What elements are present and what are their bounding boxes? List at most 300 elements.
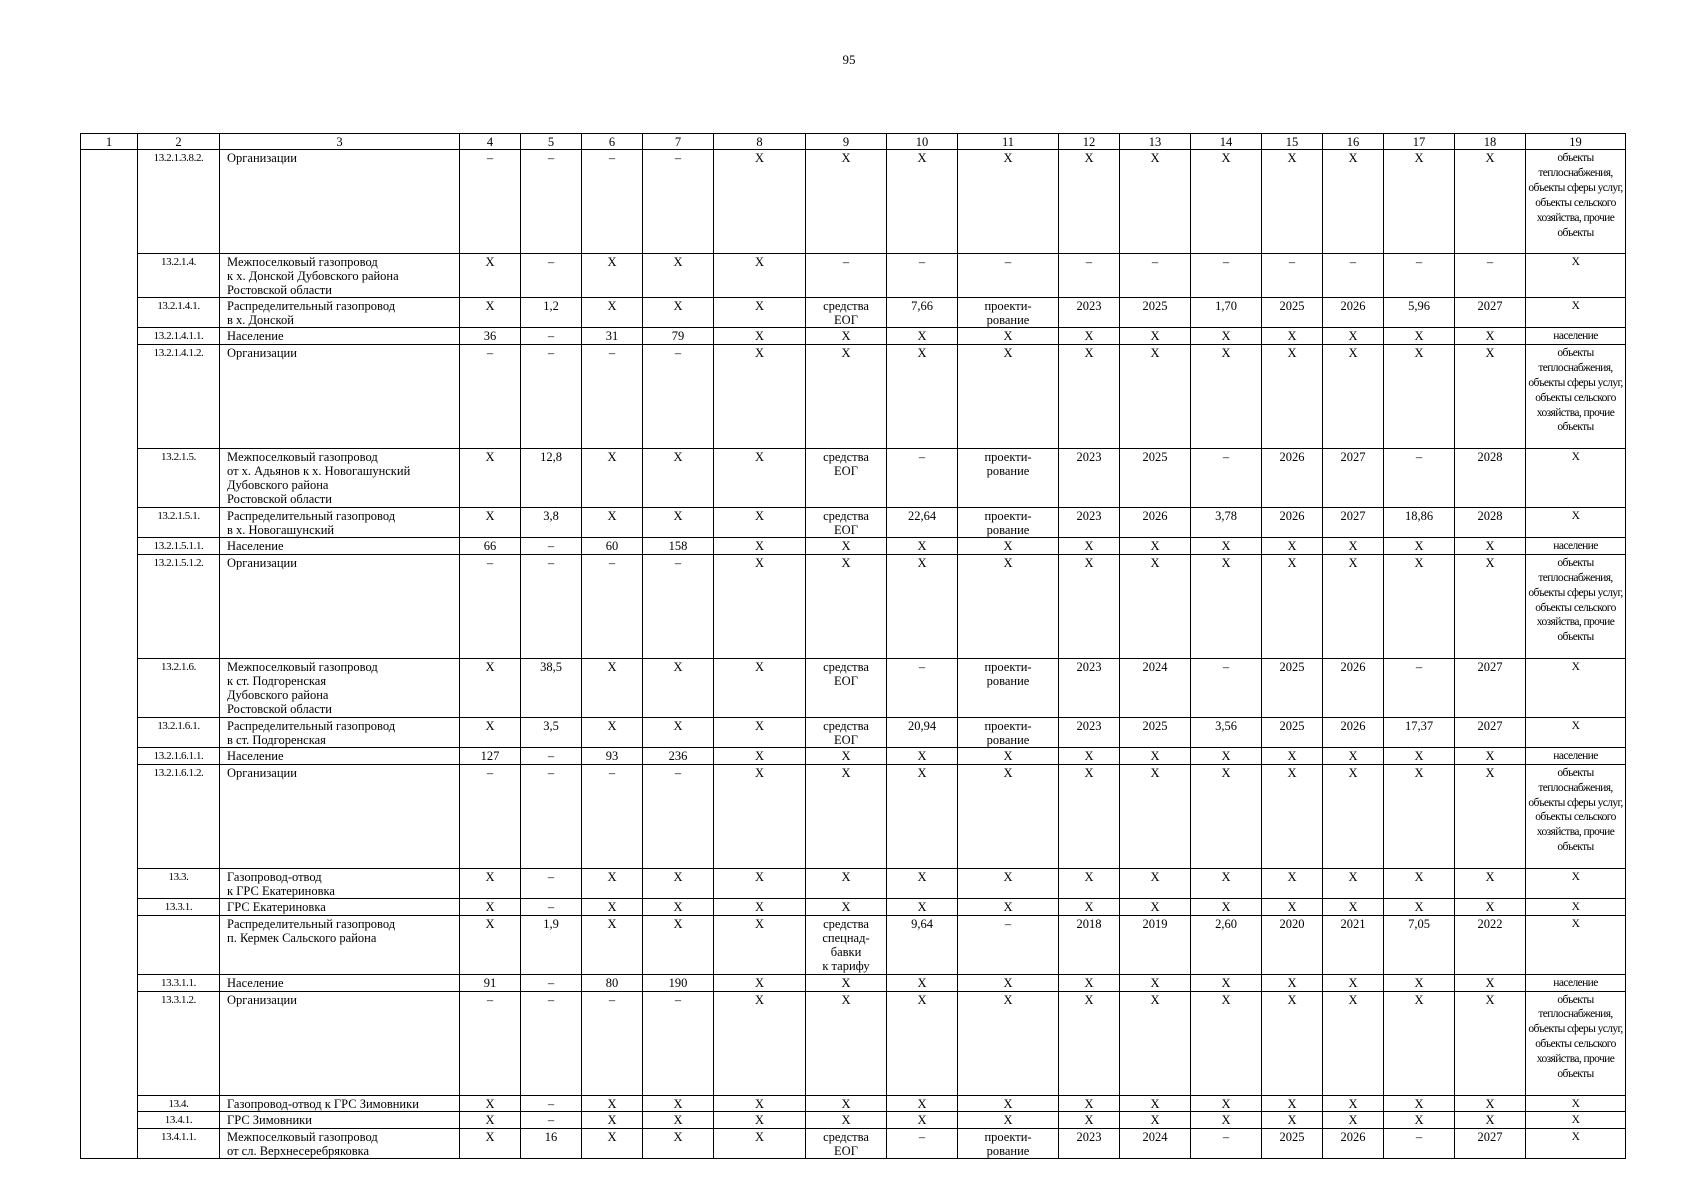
table-cell: 17,37	[1384, 717, 1455, 747]
table-cell: 2026	[1262, 507, 1323, 537]
table-cell: X	[887, 1095, 958, 1112]
table-cell: X	[714, 554, 806, 658]
table-cell	[81, 974, 138, 991]
table-cell: X	[1526, 507, 1626, 537]
table-cell: 2028	[1455, 507, 1526, 537]
table-cell: X	[887, 344, 958, 448]
row-name-cell: Организации	[220, 554, 460, 658]
table-cell: 2025	[1262, 717, 1323, 747]
row-name-cell: Газопровод-отвод к ГРС Зимовники	[220, 1095, 460, 1112]
table-cell	[81, 747, 138, 764]
header-cell: 2	[138, 134, 220, 150]
table-cell: X	[1191, 868, 1262, 898]
row-number-cell: 13.3.1.1.	[138, 974, 220, 991]
table-cell: X	[887, 898, 958, 915]
table-cell: 1,70	[1191, 298, 1262, 328]
table-cell: X	[1120, 764, 1191, 868]
table-cell: объекты теплоснабжения, объекты сферы услуг, объекты сельского хозяйства, прочие объекты	[1526, 344, 1626, 448]
row-number-cell: 13.4.	[138, 1095, 220, 1112]
table-cell: X	[1455, 537, 1526, 554]
table-cell: –	[1384, 448, 1455, 507]
table-cell: средства ЕОГ	[806, 507, 887, 537]
table-cell: X	[643, 898, 714, 915]
table-cell: –	[1262, 254, 1323, 298]
table-cell: X	[1262, 764, 1323, 868]
header-cell: 4	[460, 134, 521, 150]
table-cell: X	[643, 1095, 714, 1112]
table-cell: –	[521, 764, 582, 868]
table-cell: 2,60	[1191, 915, 1262, 974]
table-cell: X	[958, 554, 1059, 658]
table-cell: X	[1323, 747, 1384, 764]
table-row	[81, 254, 1626, 298]
table-cell: 2027	[1455, 298, 1526, 328]
table-cell: X	[1384, 537, 1455, 554]
row-number-cell: 13.2.1.4.1.	[138, 298, 220, 328]
row-name-cell: Распределительный газопровод в ст. Подгоренская	[220, 717, 460, 747]
table-cell: 3,78	[1191, 507, 1262, 537]
table-cell: –	[521, 991, 582, 1095]
table-cell	[81, 254, 138, 298]
header-cell: 17	[1384, 134, 1455, 150]
row-name-cell: Межпоселковый газопровод от х. Адьянов к х. Новогашунский Дубовского района Ростовской области	[220, 448, 460, 507]
table-cell: средства ЕОГ	[806, 448, 887, 507]
table-cell: X	[958, 537, 1059, 554]
header-cell: 16	[1323, 134, 1384, 150]
table-cell: X	[806, 344, 887, 448]
row-name-cell: Организации	[220, 764, 460, 868]
table-cell: –	[582, 150, 643, 254]
table-cell: 9,64	[887, 915, 958, 974]
table-cell: X	[1384, 974, 1455, 991]
table-cell	[81, 448, 138, 507]
table-cell: X	[1059, 328, 1120, 345]
table-row	[81, 150, 1626, 254]
table-cell: X	[714, 298, 806, 328]
table-cell: X	[643, 717, 714, 747]
table-cell: 190	[643, 974, 714, 991]
table-cell: X	[1455, 554, 1526, 658]
table-cell: X	[643, 658, 714, 717]
table-cell: X	[958, 868, 1059, 898]
table-cell: X	[1323, 991, 1384, 1095]
header-cell: 19	[1526, 134, 1626, 150]
row-number-cell: 13.2.1.6.1.1.	[138, 747, 220, 764]
table-cell: X	[1120, 747, 1191, 764]
row-name-cell: Население	[220, 974, 460, 991]
table-cell: X	[714, 328, 806, 345]
table-cell: –	[958, 254, 1059, 298]
table-cell: –	[521, 328, 582, 345]
table-cell: 2027	[1455, 658, 1526, 717]
table-cell: X	[1455, 328, 1526, 345]
table-cell: 127	[460, 747, 521, 764]
table-cell	[81, 1129, 138, 1159]
table-cell: X	[582, 868, 643, 898]
table-cell: –	[643, 991, 714, 1095]
header-cell: 9	[806, 134, 887, 150]
table-cell: 2021	[1323, 915, 1384, 974]
table-cell: X	[714, 717, 806, 747]
table-cell: X	[714, 537, 806, 554]
table-cell: X	[460, 658, 521, 717]
table-cell: X	[958, 344, 1059, 448]
table-cell: X	[1262, 537, 1323, 554]
table-cell: X	[1384, 554, 1455, 658]
table-cell: средства ЕОГ	[806, 298, 887, 328]
table-cell: X	[1384, 747, 1455, 764]
table-cell: X	[1323, 898, 1384, 915]
table-cell: X	[643, 1112, 714, 1129]
table-cell: X	[1120, 537, 1191, 554]
row-number-cell: 13.2.1.6.	[138, 658, 220, 717]
table-cell: 2023	[1059, 507, 1120, 537]
table-cell: 1,9	[521, 915, 582, 974]
table-cell: –	[521, 974, 582, 991]
row-name-cell: Межпоселковый газопровод к х. Донской Дубовского района Ростовской области	[220, 254, 460, 298]
table-cell: 7,05	[1384, 915, 1455, 974]
table-cell: 236	[643, 747, 714, 764]
table-cell: –	[460, 991, 521, 1095]
table-cell: 2025	[1262, 298, 1323, 328]
header-cell: 3	[220, 134, 460, 150]
table-cell: X	[806, 764, 887, 868]
row-number-cell: 13.3.1.	[138, 898, 220, 915]
table-cell: 2026	[1323, 717, 1384, 747]
table-cell: X	[714, 991, 806, 1095]
table-cell: X	[958, 991, 1059, 1095]
table-cell: объекты теплоснабжения, объекты сферы услуг, объекты сельского хозяйства, прочие объекты	[1526, 554, 1626, 658]
table-cell: –	[521, 747, 582, 764]
table-cell: 2025	[1120, 298, 1191, 328]
table-cell: X	[1526, 448, 1626, 507]
row-name-cell: ГРС Зимовники	[220, 1112, 460, 1129]
row-number-cell: 13.2.1.4.	[138, 254, 220, 298]
table-cell: X	[1262, 150, 1323, 254]
table-row	[81, 974, 1626, 991]
table-cell: X	[1526, 1095, 1626, 1112]
table-cell: X	[1262, 898, 1323, 915]
table-cell: X	[1323, 344, 1384, 448]
table-row	[81, 747, 1626, 764]
table-cell: X	[887, 991, 958, 1095]
table-cell	[81, 868, 138, 898]
row-number-cell: 13.2.1.5.1.1.	[138, 537, 220, 554]
table-cell: X	[1191, 898, 1262, 915]
table-cell	[81, 764, 138, 868]
table-cell: –	[643, 344, 714, 448]
table-cell: X	[1526, 658, 1626, 717]
table-cell: X	[714, 747, 806, 764]
table-cell: X	[714, 915, 806, 974]
table-cell: X	[1526, 298, 1626, 328]
table-cell: 2026	[1323, 658, 1384, 717]
table-cell: X	[1455, 764, 1526, 868]
table-row	[81, 298, 1626, 328]
header-cell: 10	[887, 134, 958, 150]
table-cell: X	[582, 448, 643, 507]
table-cell: –	[887, 1129, 958, 1159]
table-cell: X	[806, 328, 887, 345]
table-cell: X	[1191, 1095, 1262, 1112]
table-cell: –	[887, 448, 958, 507]
table-cell	[81, 658, 138, 717]
row-number-cell: 13.3.1.2.	[138, 991, 220, 1095]
table-cell: –	[643, 554, 714, 658]
table-cell: X	[1384, 1112, 1455, 1129]
table-cell: X	[1120, 1112, 1191, 1129]
table-cell: 18,86	[1384, 507, 1455, 537]
table-cell	[81, 344, 138, 448]
table-cell: X	[1323, 868, 1384, 898]
table-cell	[81, 915, 138, 974]
table-cell: 2026	[1262, 448, 1323, 507]
table-cell: X	[1455, 150, 1526, 254]
table-row	[81, 898, 1626, 915]
table-cell: –	[521, 150, 582, 254]
table-cell: X	[714, 507, 806, 537]
table-cell: X	[460, 507, 521, 537]
table-cell: X	[1262, 344, 1323, 448]
table-cell	[81, 537, 138, 554]
table-cell: X	[460, 868, 521, 898]
table-cell: X	[1262, 1112, 1323, 1129]
table-cell: X	[1323, 554, 1384, 658]
table-cell: X	[887, 328, 958, 345]
table-cell: X	[1191, 974, 1262, 991]
table-cell: X	[1323, 150, 1384, 254]
table-cell: –	[582, 344, 643, 448]
table-cell: 2022	[1455, 915, 1526, 974]
row-number-cell: 13.2.1.6.1.	[138, 717, 220, 747]
table-cell: X	[582, 1095, 643, 1112]
table-cell: X	[1059, 554, 1120, 658]
table-cell: X	[1384, 150, 1455, 254]
table-cell: средства ЕОГ	[806, 1129, 887, 1159]
row-name-cell: ГРС Екатериновка	[220, 898, 460, 915]
table-cell: X	[1323, 328, 1384, 345]
table-cell: X	[1526, 915, 1626, 974]
table-cell: 5,96	[1384, 298, 1455, 328]
header-cell: 1	[81, 134, 138, 150]
table-cell: –	[460, 764, 521, 868]
table-row	[81, 991, 1626, 1095]
table-cell: X	[1455, 344, 1526, 448]
table-cell: X	[1526, 717, 1626, 747]
row-number-cell: 13.2.1.6.1.2.	[138, 764, 220, 868]
table-cell: X	[1384, 344, 1455, 448]
row-number-cell: 13.2.1.5.1.2.	[138, 554, 220, 658]
table-cell: X	[1455, 1095, 1526, 1112]
table-cell: X	[1059, 1112, 1120, 1129]
table-cell: X	[643, 507, 714, 537]
table-cell: X	[1059, 1095, 1120, 1112]
table-cell: проекти- рование	[958, 507, 1059, 537]
table-cell: X	[806, 1095, 887, 1112]
row-name-cell: Межпоселковый газопровод от сл. Верхнесеребряковка	[220, 1129, 460, 1159]
row-number-cell: 13.4.1.1.	[138, 1129, 220, 1159]
header-cell: 15	[1262, 134, 1323, 150]
table-cell: средства ЕОГ	[806, 717, 887, 747]
table-cell: X	[1191, 991, 1262, 1095]
table-cell: X	[1526, 1112, 1626, 1129]
table-cell: 22,64	[887, 507, 958, 537]
header-cell: 11	[958, 134, 1059, 150]
table-cell: X	[887, 537, 958, 554]
table-cell: –	[521, 554, 582, 658]
row-name-cell: Население	[220, 328, 460, 345]
table-cell: проекти- рование	[958, 717, 1059, 747]
table-cell: 2027	[1455, 717, 1526, 747]
table-cell: 66	[460, 537, 521, 554]
table-cell: 3,8	[521, 507, 582, 537]
table-cell: X	[714, 868, 806, 898]
row-number-cell: 13.2.1.5.1.	[138, 507, 220, 537]
table-cell: X	[1384, 764, 1455, 868]
table-row	[81, 915, 1626, 974]
row-name-cell: Распределительный газопровод п. Кермек Сальского района	[220, 915, 460, 974]
table-cell: население	[1526, 537, 1626, 554]
table-cell: X	[958, 150, 1059, 254]
table-cell: –	[521, 1112, 582, 1129]
table-cell: X	[1059, 150, 1120, 254]
table-cell: 2026	[1323, 298, 1384, 328]
table-cell: X	[643, 1129, 714, 1159]
table-cell: X	[1384, 1095, 1455, 1112]
table-cell: 60	[582, 537, 643, 554]
table-cell: 79	[643, 328, 714, 345]
table-cell: X	[582, 717, 643, 747]
table-cell: –	[1384, 1129, 1455, 1159]
table-cell: X	[1059, 764, 1120, 868]
table-cell	[81, 328, 138, 345]
table-cell: X	[887, 974, 958, 991]
table-cell: X	[1120, 150, 1191, 254]
table-cell: X	[714, 974, 806, 991]
table-cell: 2026	[1323, 1129, 1384, 1159]
table-cell: X	[582, 507, 643, 537]
table-cell: X	[806, 747, 887, 764]
row-number-cell: 13.3.	[138, 868, 220, 898]
table-cell: X	[1191, 747, 1262, 764]
table-cell: 2025	[1120, 717, 1191, 747]
table-cell: 3,5	[521, 717, 582, 747]
table-cell	[81, 991, 138, 1095]
table-cell: X	[460, 298, 521, 328]
table-cell: X	[714, 1112, 806, 1129]
table-cell: X	[1384, 898, 1455, 915]
table-cell: –	[1059, 254, 1120, 298]
table-cell: –	[460, 344, 521, 448]
table-cell: X	[643, 915, 714, 974]
table-cell: объекты теплоснабжения, объекты сферы услуг, объекты сельского хозяйства, прочие объекты	[1526, 991, 1626, 1095]
gas-pipeline-table	[80, 133, 1626, 1159]
page-number: 95	[842, 52, 856, 67]
row-number-cell: 13.2.1.4.1.1.	[138, 328, 220, 345]
table-cell: проекти- рование	[958, 658, 1059, 717]
table-cell: X	[582, 1112, 643, 1129]
row-name-cell: Распределительный газопровод в х. Новогашунский	[220, 507, 460, 537]
row-number-cell: 13.2.1.4.1.2.	[138, 344, 220, 448]
table-cell: 2024	[1120, 658, 1191, 717]
table-cell: X	[714, 150, 806, 254]
table-cell	[81, 1112, 138, 1129]
table-cell: X	[1526, 868, 1626, 898]
table-cell: X	[1120, 344, 1191, 448]
table-cell: X	[1262, 868, 1323, 898]
table-cell: X	[582, 915, 643, 974]
table-cell: X	[714, 344, 806, 448]
table-cell: 2024	[1120, 1129, 1191, 1159]
table-cell	[81, 150, 138, 254]
table-cell: население	[1526, 747, 1626, 764]
table-cell: 2023	[1059, 1129, 1120, 1159]
table-cell: 2027	[1323, 448, 1384, 507]
table-cell: X	[1059, 898, 1120, 915]
table-cell: –	[1191, 448, 1262, 507]
row-number-cell: 13.2.1.5.	[138, 448, 220, 507]
table-cell: проекти- рование	[958, 298, 1059, 328]
table-cell: X	[1526, 898, 1626, 915]
table-cell: 2027	[1455, 1129, 1526, 1159]
table-cell: –	[582, 554, 643, 658]
table-row	[81, 1112, 1626, 1129]
table-cell: X	[1455, 991, 1526, 1095]
table-cell: X	[1262, 974, 1323, 991]
table-cell: X	[1262, 554, 1323, 658]
table-row	[81, 1129, 1626, 1159]
header-cell: 5	[521, 134, 582, 150]
table-row	[81, 537, 1626, 554]
table-cell: X	[1384, 868, 1455, 898]
table-cell: X	[582, 254, 643, 298]
table-cell: X	[714, 764, 806, 868]
table-cell: X	[806, 554, 887, 658]
table-row	[81, 717, 1626, 747]
table-cell: X	[1262, 747, 1323, 764]
table-cell: средства спецнад- бавки к тарифу	[806, 915, 887, 974]
table-cell: X	[958, 974, 1059, 991]
table-cell: X	[1059, 747, 1120, 764]
row-name-cell: Газопровод-отвод к ГРС Екатериновка	[220, 868, 460, 898]
table-cell: X	[1191, 328, 1262, 345]
table-cell: 2018	[1059, 915, 1120, 974]
table-cell: X	[806, 150, 887, 254]
row-number-cell: 13.2.1.3.8.2.	[138, 150, 220, 254]
table-cell: X	[1455, 1112, 1526, 1129]
header-cell: 14	[1191, 134, 1262, 150]
table-row	[81, 868, 1626, 898]
row-number-cell: 13.4.1.	[138, 1112, 220, 1129]
table-cell: население	[1526, 328, 1626, 345]
table-cell: 2023	[1059, 448, 1120, 507]
table-cell: –	[1384, 254, 1455, 298]
table-cell: 2023	[1059, 717, 1120, 747]
table-cell: средства ЕОГ	[806, 658, 887, 717]
table-row	[81, 328, 1626, 345]
table-cell: X	[1120, 974, 1191, 991]
table-cell: –	[521, 254, 582, 298]
table-cell	[81, 507, 138, 537]
table-cell: X	[1384, 991, 1455, 1095]
table-cell: X	[958, 1095, 1059, 1112]
table-cell: X	[714, 1129, 806, 1159]
row-name-cell: Население	[220, 747, 460, 764]
table-cell: X	[958, 898, 1059, 915]
table-cell: –	[582, 991, 643, 1095]
table-cell	[81, 1095, 138, 1112]
table-cell: X	[1120, 868, 1191, 898]
